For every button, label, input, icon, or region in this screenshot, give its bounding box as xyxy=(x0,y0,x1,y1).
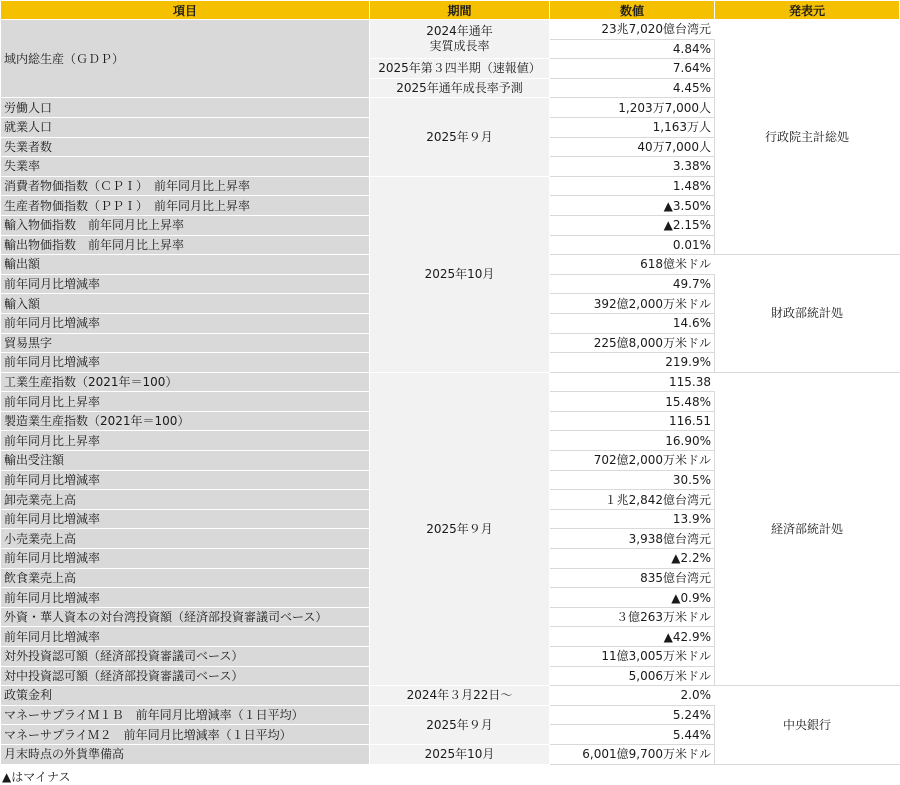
value-cell: 5,006万米ドル xyxy=(550,666,715,686)
value-cell: １兆2,842億台湾元 xyxy=(550,490,715,510)
item-cell: 小売業売上高 xyxy=(1,529,370,549)
value-cell: 5.24% xyxy=(550,705,715,725)
item-cell: 輸出額 xyxy=(1,255,370,275)
period-cell: 2025年10月 xyxy=(370,744,550,764)
table-row xyxy=(1,686,900,706)
item-cell: 失業者数 xyxy=(1,137,370,157)
value-cell: 702億2,000万米ドル xyxy=(550,451,715,471)
source-cell: 経済部統計処 xyxy=(715,372,900,686)
item-cell: 前年同月比増減率 xyxy=(1,627,370,647)
item-cell: マネーサプライＭ１Ｂ 前年同月比増減率（１日平均） xyxy=(1,705,370,725)
period-cell: 2025年９月 xyxy=(370,98,550,176)
period-cell: 2025年通年成長率予測 xyxy=(370,78,550,98)
value-cell: 3,938億台湾元 xyxy=(550,529,715,549)
table-row xyxy=(1,372,900,392)
item-cell: 労働人口 xyxy=(1,98,370,118)
period-cell: 2025年９月 xyxy=(370,705,550,744)
value-cell: 11億3,005万米ドル xyxy=(550,647,715,667)
period-cell: 2025年第３四半期（速報値） xyxy=(370,59,550,79)
value-cell: 49.7% xyxy=(550,274,715,294)
value-cell: ▲0.9% xyxy=(550,588,715,608)
value-cell: 116.51 xyxy=(550,411,715,431)
item-cell: 前年同月比増減率 xyxy=(1,353,370,373)
table-row xyxy=(1,20,900,40)
value-cell: ▲2.2% xyxy=(550,549,715,569)
period-cell: 2025年10月 xyxy=(370,176,550,372)
value-cell: 225億8,000万米ドル xyxy=(550,333,715,353)
header-value: 数値 xyxy=(550,1,715,20)
value-cell: 40万7,000人 xyxy=(550,137,715,157)
value-cell: ▲3.50% xyxy=(550,196,715,216)
item-cell: 前年同月比増減率 xyxy=(1,549,370,569)
value-cell: 1,203万7,000人 xyxy=(550,98,715,118)
item-cell: 失業率 xyxy=(1,157,370,177)
item-cell: 前年同月比増減率 xyxy=(1,470,370,490)
item-cell: マネーサプライＭ２ 前年同月比増減率（１日平均） xyxy=(1,725,370,745)
item-cell: 前年同月比増減率 xyxy=(1,274,370,294)
value-cell: 6,001億9,700万米ドル xyxy=(550,744,715,764)
period-cell: 2024年通年 実質成長率 xyxy=(370,20,550,59)
item-cell: 輸出受注額 xyxy=(1,451,370,471)
value-cell: 23兆7,020億台湾元 xyxy=(550,20,715,40)
value-cell: 16.90% xyxy=(550,431,715,451)
item-cell: 前年同月比増減率 xyxy=(1,509,370,529)
item-cell: 前年同月比上昇率 xyxy=(1,431,370,451)
source-cell: 中央銀行 xyxy=(715,686,900,764)
item-cell: 輸出物価指数 前年同月比上昇率 xyxy=(1,235,370,255)
item-cell: 輸入額 xyxy=(1,294,370,314)
item-cell: 消費者物価指数（ＣＰＩ） 前年同月比上昇率 xyxy=(1,176,370,196)
value-cell: 3.38% xyxy=(550,157,715,177)
header-row xyxy=(1,1,900,20)
item-cell: 製造業生産指数（2021年＝100） xyxy=(1,411,370,431)
item-cell: 外資・華人資本の対台湾投資額（経済部投資審議司ベース） xyxy=(1,607,370,627)
value-cell: 4.84% xyxy=(550,39,715,59)
item-cell: 就業人口 xyxy=(1,117,370,137)
value-cell: ▲2.15% xyxy=(550,215,715,235)
item-cell: 政策金利 xyxy=(1,686,370,706)
period-cell: 2024年３月22日～ xyxy=(370,686,550,706)
value-cell: 4.45% xyxy=(550,78,715,98)
value-cell: 0.01% xyxy=(550,235,715,255)
footnote: ▲はマイナス xyxy=(2,769,71,784)
value-cell: 1,163万人 xyxy=(550,117,715,137)
item-cell: 前年同月比増減率 xyxy=(1,588,370,608)
item-cell: 貿易黒字 xyxy=(1,333,370,353)
source-cell: 行政院主計総処 xyxy=(715,20,900,255)
item-cell: 域内総生産（ＧＤＰ） xyxy=(1,20,370,98)
value-cell: 14.6% xyxy=(550,313,715,333)
value-cell: 7.64% xyxy=(550,59,715,79)
value-cell: 835億台湾元 xyxy=(550,568,715,588)
value-cell: 13.9% xyxy=(550,509,715,529)
value-cell: 5.44% xyxy=(550,725,715,745)
item-cell: 対外投資認可額（経済部投資審議司ベース） xyxy=(1,647,370,667)
header-source: 発表元 xyxy=(715,1,900,20)
item-cell: 飲食業売上高 xyxy=(1,568,370,588)
value-cell: 30.5% xyxy=(550,470,715,490)
value-cell: 618億米ドル xyxy=(550,255,715,275)
period-cell: 2025年９月 xyxy=(370,372,550,686)
item-cell: 前年同月比上昇率 xyxy=(1,392,370,412)
value-cell: 1.48% xyxy=(550,176,715,196)
value-cell: 392億2,000万米ドル xyxy=(550,294,715,314)
source-cell: 財政部統計処 xyxy=(715,255,900,373)
item-cell: 前年同月比増減率 xyxy=(1,313,370,333)
value-cell: 2.0% xyxy=(550,686,715,706)
header-item: 項目 xyxy=(1,1,370,20)
value-cell: 15.48% xyxy=(550,392,715,412)
value-cell: ３億263万米ドル xyxy=(550,607,715,627)
value-cell: ▲42.9% xyxy=(550,627,715,647)
item-cell: 月末時点の外貨準備高 xyxy=(1,744,370,764)
item-cell: 工業生産指数（2021年＝100） xyxy=(1,372,370,392)
item-cell: 輸入物価指数 前年同月比上昇率 xyxy=(1,215,370,235)
value-cell: 115.38 xyxy=(550,372,715,392)
item-cell: 卸売業売上高 xyxy=(1,490,370,510)
value-cell: 219.9% xyxy=(550,353,715,373)
item-cell: 対中投資認可額（経済部投資審議司ベース） xyxy=(1,666,370,686)
item-cell: 生産者物価指数（ＰＰＩ） 前年同月比上昇率 xyxy=(1,196,370,216)
header-period: 期間 xyxy=(370,1,550,20)
